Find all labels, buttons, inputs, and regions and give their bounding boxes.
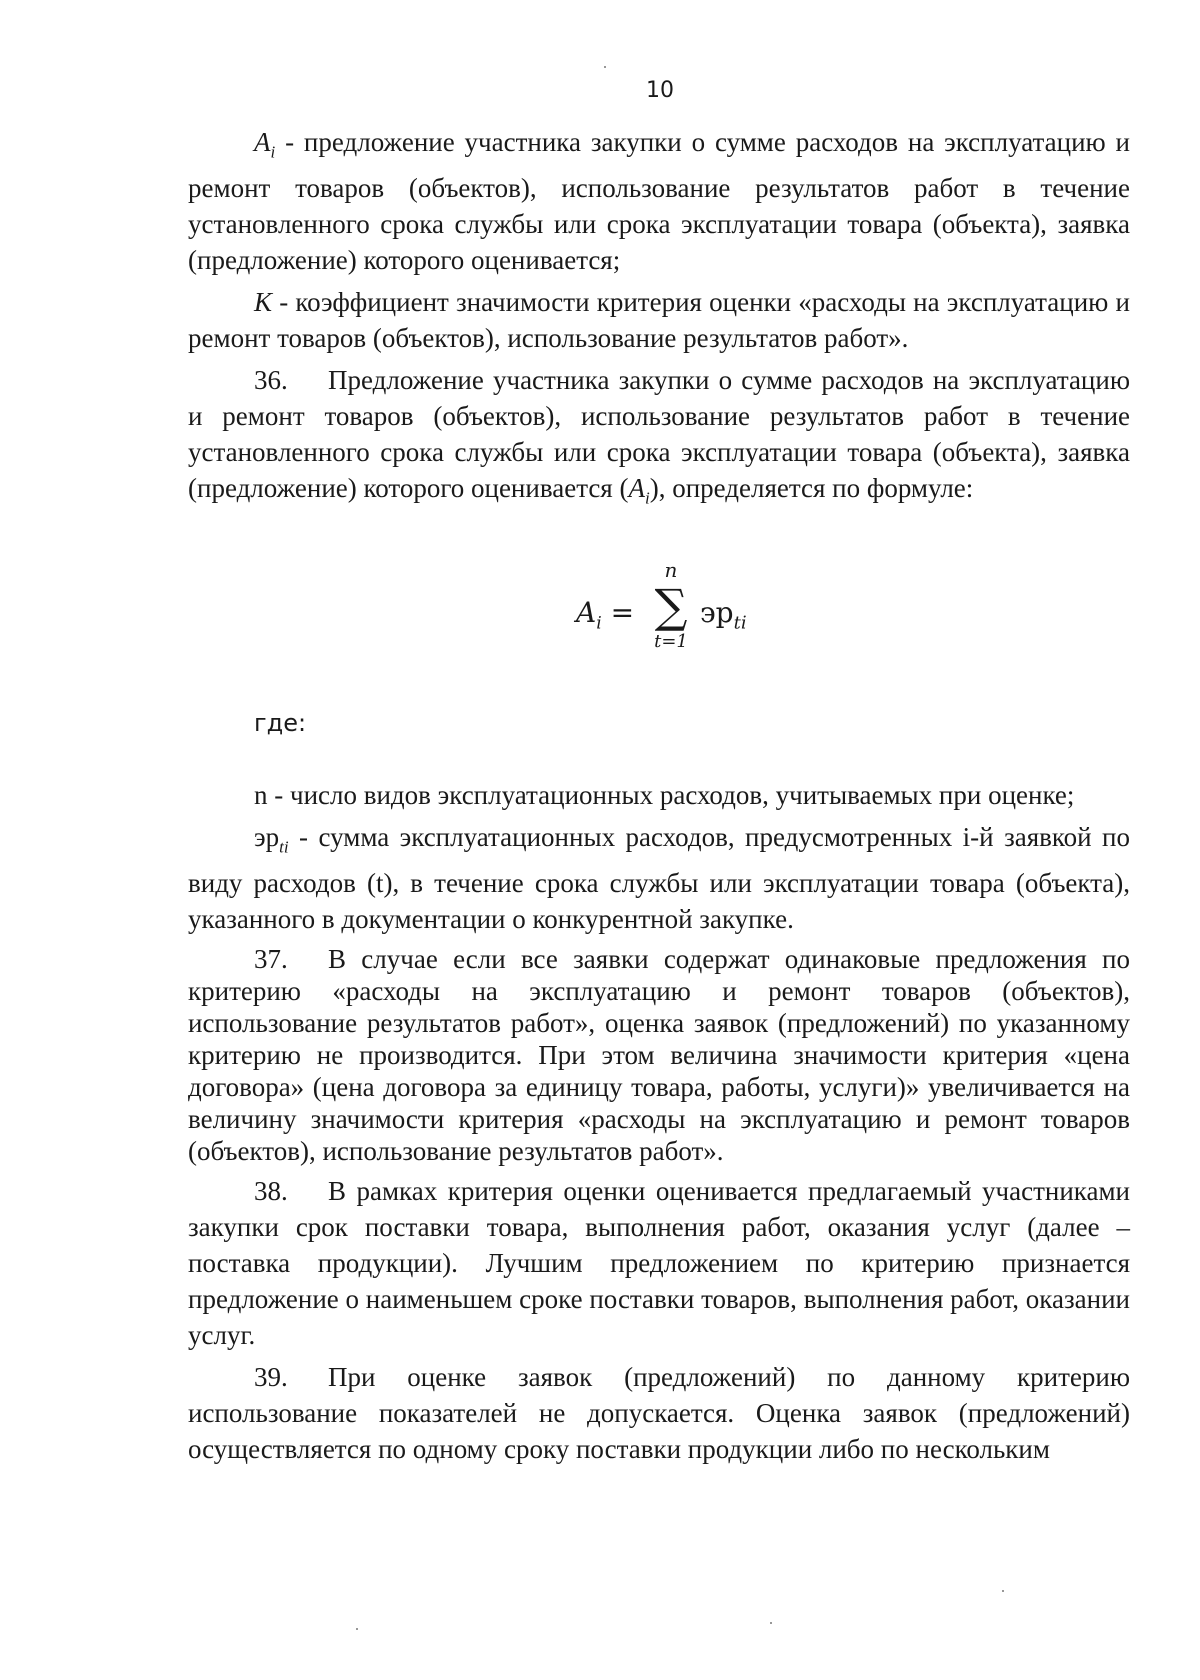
- paragraph-36-text-a: Предложение участника закупки о сумме расходов на эксплуатацию и ремонт товаров (объектов), использование результатов работ в течение установленного срока службы или срока эксплуатации товара (объекта), заявка (предложение) которого оценивается (: [188, 365, 1130, 504]
- variable-er: эр: [254, 821, 280, 852]
- paragraph-37-number: 37.: [254, 944, 288, 975]
- paragraph-n-definition: n - число видов эксплуатационных расходов, учитываемых при оценке;: [254, 779, 1075, 810]
- scan-speck: [604, 66, 606, 68]
- paragraph-36-variable: A: [628, 473, 645, 504]
- paragraph-39-number: 39.: [254, 1362, 288, 1393]
- formula-summation: [646, 559, 696, 653]
- ai-definition-text: - предложение участника закупки о сумме расходов на эксплуатацию и ремонт товаров (объектов), использование результатов работ в течение установленного срока службы или срока эксплуатации товара (объекта), заявка (предложение) которого оценивается;: [188, 127, 1130, 276]
- formula-lhs-subscript: i: [596, 613, 602, 634]
- formula-term-text: эр: [700, 595, 734, 629]
- paragraph-37: [188, 943, 1130, 1167]
- sigma-icon: ∑: [654, 578, 688, 633]
- formula-equals: =: [601, 595, 635, 629]
- paragraph-36-text-b: ), определяется по формуле:: [649, 473, 974, 504]
- formula-lhs-variable: A: [576, 595, 597, 629]
- where-label: где:: [254, 708, 307, 737]
- paragraph-er-definition: [188, 819, 1130, 937]
- paragraph-k-definition: [188, 284, 1130, 356]
- variable-er-subscript: ti: [279, 837, 289, 857]
- page-number: 10: [646, 78, 674, 103]
- variable-a: A: [254, 127, 271, 157]
- paragraph-38-number: 38.: [254, 1176, 288, 1207]
- paragraph-39: [188, 1359, 1130, 1467]
- paragraph-36-number: 36.: [254, 365, 288, 396]
- variable-k: K: [254, 287, 273, 318]
- scan-speck: [1002, 1590, 1004, 1592]
- sum-formula: [188, 559, 1130, 669]
- paragraph-36: [188, 362, 1130, 516]
- paragraph-38-text: В рамках критерия оценки оценивается предлагаемый участниками закупки срок поставки товара, выполнения работ, оказания услуг (далее – поставка продукции). Лучшим предложением по критерию признается предложение о наименьшем сроке поставки товаров, выполнения работ, оказании услуг.: [188, 1176, 1130, 1351]
- paragraph-38: [188, 1173, 1130, 1353]
- formula-lower-limit: t=1: [654, 630, 688, 652]
- paragraph-36-variable-subscript: i: [644, 488, 650, 508]
- paragraph-ai-definition: [188, 124, 1130, 278]
- paragraph-37-text: В случае если все заявки содержат одинаковые предложения по критерию «расходы на эксплуатацию и ремонт товаров (объектов), использование результатов работ», оценка заявок (предложений) по указанному критерию не производится. При этом величина значимости критерия «цена договора» (цена договора за единицу товара, работы, услуги)» увеличивается на величину значимости критерия «расходы на эксплуатацию и ремонт товаров (объектов), использование результатов работ».: [188, 944, 1130, 1167]
- scan-speck: [356, 1628, 358, 1630]
- formula-upper-limit: n: [664, 557, 678, 582]
- variable-a-subscript: i: [270, 142, 276, 162]
- formula-term: [700, 595, 747, 642]
- formula-term-subscript: ti: [733, 612, 747, 634]
- document-body: [188, 124, 1130, 1467]
- er-definition-text: - сумма эксплуатационных расходов, предусмотренных i-й заявкой по виду расходов (t), в течение срока службы или эксплуатации товара (объекта), указанного в документации о конкурентной закупке.: [188, 821, 1130, 935]
- paragraph-39-text: При оценке заявок (предложений) по данному критерию использование показателей не допускается. Оценка заявок (предложений) осуществляется по одному сроку поставки продукции либо по нескольким: [188, 1362, 1130, 1465]
- k-definition-text: - коэффициент значимости критерия оценки «расходы на эксплуатацию и ремонт товаров (объектов), использование результатов работ».: [188, 287, 1130, 354]
- scan-speck: [770, 1622, 772, 1624]
- formula-left-side: [576, 595, 634, 642]
